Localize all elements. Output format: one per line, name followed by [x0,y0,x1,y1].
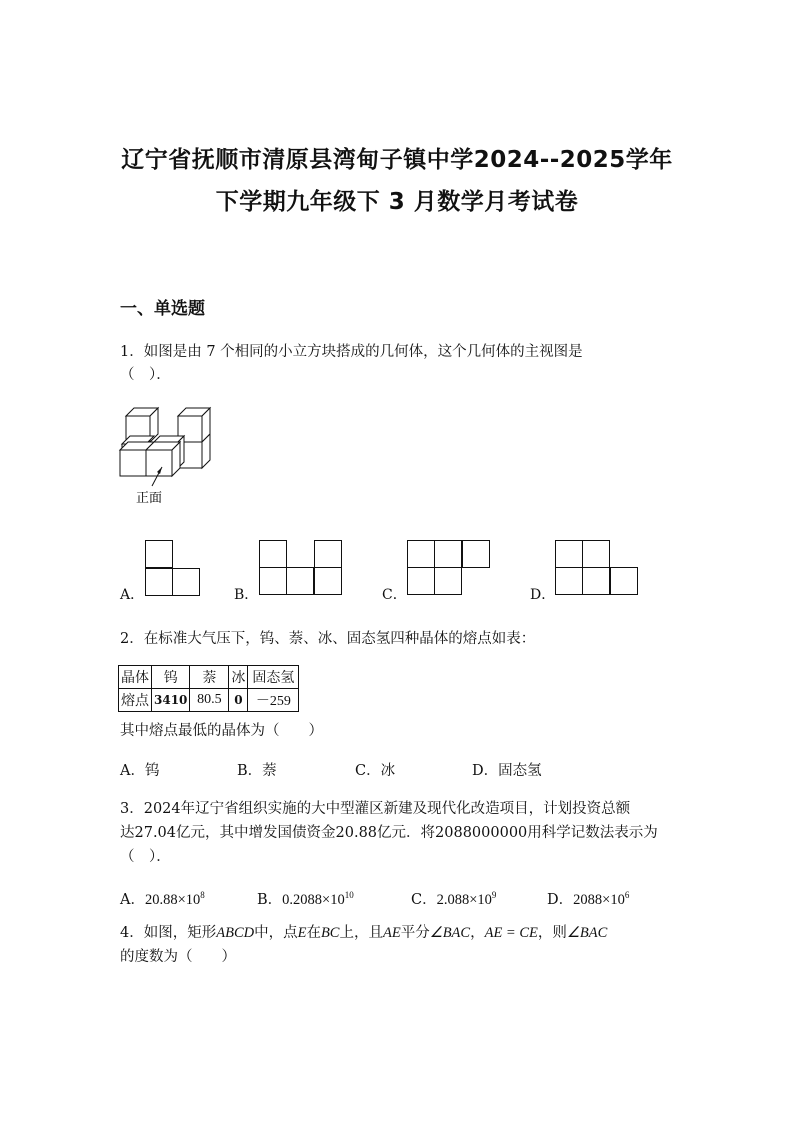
q1-option-d-label[interactable]: D． [530,587,556,603]
q2-option-c[interactable]: C．冰 [355,763,396,779]
q4-text: ， [470,925,485,941]
q3-option-a[interactable] [120,884,205,911]
option-label: D． [547,892,574,908]
q1-option-c-label[interactable]: C． [382,587,407,603]
q1-stem-line1: 1．如图是由 7 个相同的小立方块搭成的几何体，这个几何体的主视图是 [120,344,583,360]
q3-stem-line2: 达27.04亿元，其中增发国债资金20.88亿元．将2088000000用科学记数法表示为 [120,825,658,841]
option-base: 0.2088×10 [282,892,345,908]
q1-option-a-figure[interactable] [145,540,201,596]
q4-text: ，则 [537,925,567,941]
table-cell: 固态氢 [248,666,299,689]
q2-option-d[interactable]: D．固态氢 [472,763,542,779]
section-heading: 一、单选题 [120,299,205,319]
q4-math: ∠BAC [566,925,608,941]
q4-text: 4．如图，矩形 [120,925,217,941]
q4-text: 上，且 [339,925,383,941]
q4-text: 中，点 [254,925,298,941]
q2-option-a[interactable]: A．钨 [120,763,160,779]
q4-stem-line2: 的度数为（ ） [120,949,236,965]
table-cell: 3410 [152,689,190,712]
q4-math: AE = CE [484,925,538,941]
option-label: C． [411,892,437,908]
table-cell: 0 [229,689,248,712]
q1-option-b-label[interactable]: B． [234,587,259,603]
q3-option-d[interactable] [547,884,629,911]
table-cell: －259 [248,689,299,712]
q4-math: ∠BAC [429,925,471,941]
q4-text: 在 [306,925,321,941]
table-cell: 晶体 [119,666,152,689]
q1-option-c-figure[interactable] [407,540,491,596]
option-label: A． [120,892,145,908]
option-exp: 8 [200,890,205,900]
q3-option-c[interactable] [411,884,496,911]
exam-title-line1: 辽宁省抚顺市清原县湾甸子镇中学2024--2025学年 [121,147,673,173]
q1-cube-figure [116,404,220,512]
q2-option-b[interactable]: B．萘 [237,763,277,779]
table-cell: 80.5 [190,689,229,712]
q3-stem-line3: （ ）． [120,849,171,865]
table-cell: 钨 [152,666,190,689]
q1-stem-line2: （ ）． [120,367,171,383]
q4-math: E [297,925,307,941]
option-base: 2.088×10 [436,892,492,908]
melting-point-table [118,665,299,712]
table-cell: 冰 [229,666,248,689]
front-label: 正面 [136,491,163,506]
option-exp: 9 [491,890,497,900]
option-base: 20.88×10 [144,892,201,908]
table-row [119,689,299,712]
q4-math: BC [320,925,340,941]
q1-option-b-figure[interactable] [259,540,343,596]
q1-option-a-label[interactable]: A． [120,587,145,603]
q3-stem-line1: 3．2024年辽宁省组织实施的大中型灌区新建及现代化改造项目，计划投资总额 [120,801,631,817]
q4-stem-line1 [120,922,607,944]
q1-option-d-figure[interactable] [555,540,639,596]
q4-math: ABCD [216,925,255,941]
option-exp: 10 [344,890,354,900]
option-label: B． [257,892,283,908]
option-exp: 6 [624,890,630,900]
q2-question: 其中熔点最低的晶体为（ ） [120,723,323,739]
table-cell: 熔点 [119,689,152,712]
q2-stem: 2．在标准大气压下，钨、萘、冰、固态氢四种晶体的熔点如表： [120,631,536,647]
table-cell: 萘 [190,666,229,689]
q4-text: 平分 [400,925,430,941]
table-header-row [119,666,299,689]
q3-option-b[interactable] [257,884,354,911]
option-base: 2088×10 [573,892,625,908]
exam-title-line2: 下学期九年级下 3 月数学月考试卷 [215,189,579,215]
q4-math: AE [382,925,401,941]
